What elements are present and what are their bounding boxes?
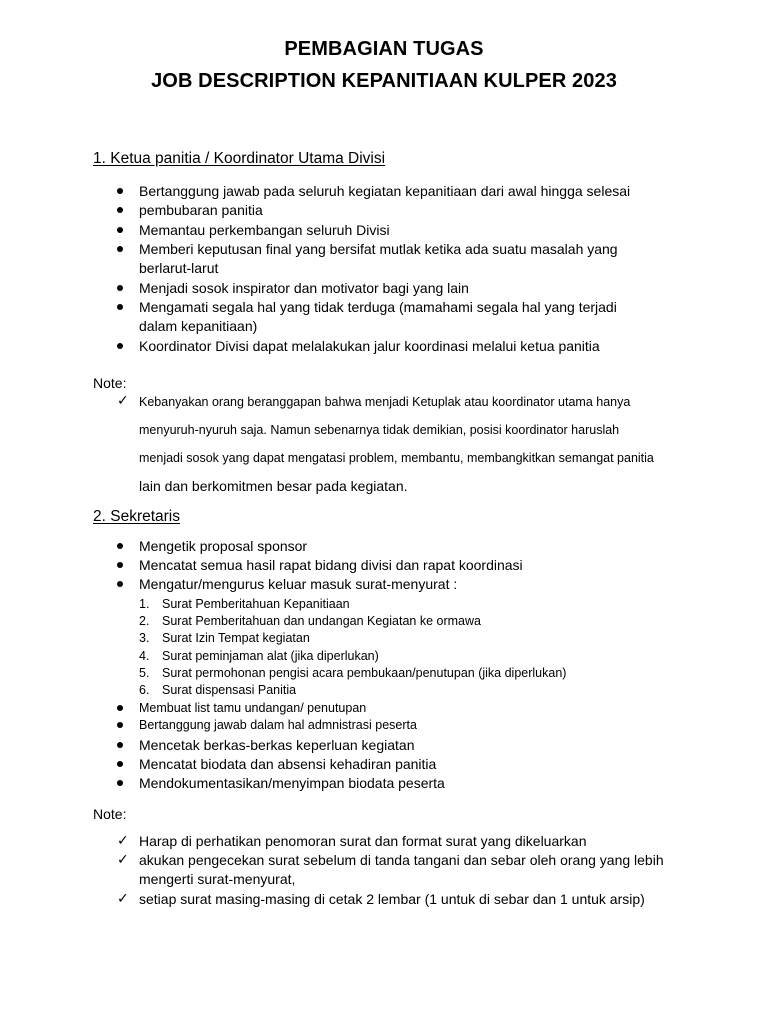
list-item: Mendokumentasikan/menyimpan biodata peserta	[139, 775, 445, 791]
bullet-dot-icon	[117, 742, 123, 748]
list-item: Mengatur/mengurus keluar masuk surat-menyurat :	[139, 576, 458, 592]
bullet-dot-icon	[117, 285, 123, 291]
numbered-item: Surat dispensasi Panitia	[162, 683, 297, 697]
numbered-marker: 2.	[139, 614, 150, 628]
bullet-dot-icon	[117, 581, 123, 587]
note-line: lain dan berkomitmen besar pada kegiatan.	[139, 478, 408, 494]
bullet-dot-icon	[117, 780, 123, 786]
numbered-item: Surat Izin Tempat kegiatan	[162, 631, 310, 645]
section-1-heading: 1. Ketua panitia / Koordinator Utama Divisi	[93, 150, 386, 167]
numbered-marker: 6.	[139, 683, 150, 697]
list-item-continuation: berlarut-larut	[139, 260, 219, 276]
bullet-dot-icon	[117, 227, 123, 233]
numbered-marker: 5.	[139, 666, 150, 680]
numbered-item: Surat peminjaman alat (jika diperlukan)	[162, 649, 379, 663]
bullet-dot-icon	[117, 722, 123, 728]
checkmark-icon: ✓	[117, 891, 129, 907]
numbered-marker: 1.	[139, 597, 150, 611]
note-line: Kebanyakan orang beranggapan bahwa menjadi Ketuplak atau koordinator utama hanya	[139, 395, 631, 409]
list-item: Membuat list tamu undangan/ penutupan	[139, 701, 367, 715]
numbered-marker: 3.	[139, 631, 150, 645]
numbered-marker: 4.	[139, 649, 150, 663]
note-label: Note:	[93, 375, 127, 391]
list-item: Mencatat biodata dan absensi kehadiran panitia	[139, 756, 437, 772]
bullet-dot-icon	[117, 761, 123, 767]
list-item: Mencetak berkas-berkas keperluan kegiatan	[139, 737, 415, 753]
list-item: Memantau perkembangan seluruh Divisi	[139, 222, 390, 238]
list-item: Memberi keputusan final yang bersifat mutlak ketika ada suatu masalah yang	[139, 241, 618, 257]
list-item-continuation: dalam kepanitiaan)	[139, 318, 258, 334]
list-item: Bertanggung jawab pada seluruh kegiatan kepanitiaan dari awal hingga selesai	[139, 183, 631, 199]
note-line-continuation: mengerti surat-menyurat,	[139, 871, 296, 887]
list-item: Bertanggung jawab dalam hal admnistrasi peserta	[139, 718, 417, 732]
bullet-dot-icon	[117, 304, 123, 310]
list-item: Koordinator Divisi dapat melalakukan jalur koordinasi melalui ketua panitia	[139, 338, 600, 354]
bullet-dot-icon	[117, 246, 123, 252]
bullet-dot-icon	[117, 188, 123, 194]
note-line: menyuruh-nyuruh saja. Namun sebenarnya tidak demikian, posisi koordinator haruslah	[139, 423, 620, 437]
bullet-dot-icon	[117, 543, 123, 549]
numbered-item: Surat Pemberitahuan dan undangan Kegiatan ke ormawa	[162, 614, 481, 628]
document-title: PEMBAGIAN TUGAS	[284, 38, 484, 60]
note-line: akukan pengecekan surat sebelum di tanda tangani dan sebar oleh orang yang lebih	[139, 852, 664, 868]
bullet-dot-icon	[117, 562, 123, 568]
bullet-dot-icon	[117, 343, 123, 349]
list-item: pembubaran panitia	[139, 202, 263, 218]
numbered-item: Surat Pemberitahuan Kepanitiaan	[162, 597, 350, 611]
note-label: Note:	[93, 806, 127, 822]
list-item: Menjadi sosok inspirator dan motivator bagi yang lain	[139, 280, 469, 296]
note-line: menjadi sosok yang dapat mengatasi problem, membantu, membangkitkan semangat panitia	[139, 451, 654, 465]
checkmark-icon: ✓	[117, 833, 129, 849]
checkmark-icon: ✓	[117, 852, 129, 868]
document-subtitle: JOB DESCRIPTION KEPANITIAAN KULPER 2023	[151, 70, 617, 92]
list-item: Mencatat semua hasil rapat bidang divisi dan rapat koordinasi	[139, 557, 523, 573]
bullet-dot-icon	[117, 705, 123, 711]
note-line: setiap surat masing-masing di cetak 2 lembar (1 untuk di sebar dan 1 untuk arsip)	[139, 891, 645, 907]
list-item: Mengamati segala hal yang tidak terduga (mamahami segala hal yang terjadi	[139, 299, 617, 315]
list-item: Mengetik proposal sponsor	[139, 538, 308, 554]
section-2-heading: 2. Sekretaris	[93, 508, 181, 525]
numbered-item: Surat permohonan pengisi acara pembukaan/penutupan (jika diperlukan)	[162, 666, 567, 680]
checkmark-icon: ✓	[117, 393, 129, 409]
bullet-dot-icon	[117, 207, 123, 213]
note-line: Harap di perhatikan penomoran surat dan format surat yang dikeluarkan	[139, 833, 587, 849]
